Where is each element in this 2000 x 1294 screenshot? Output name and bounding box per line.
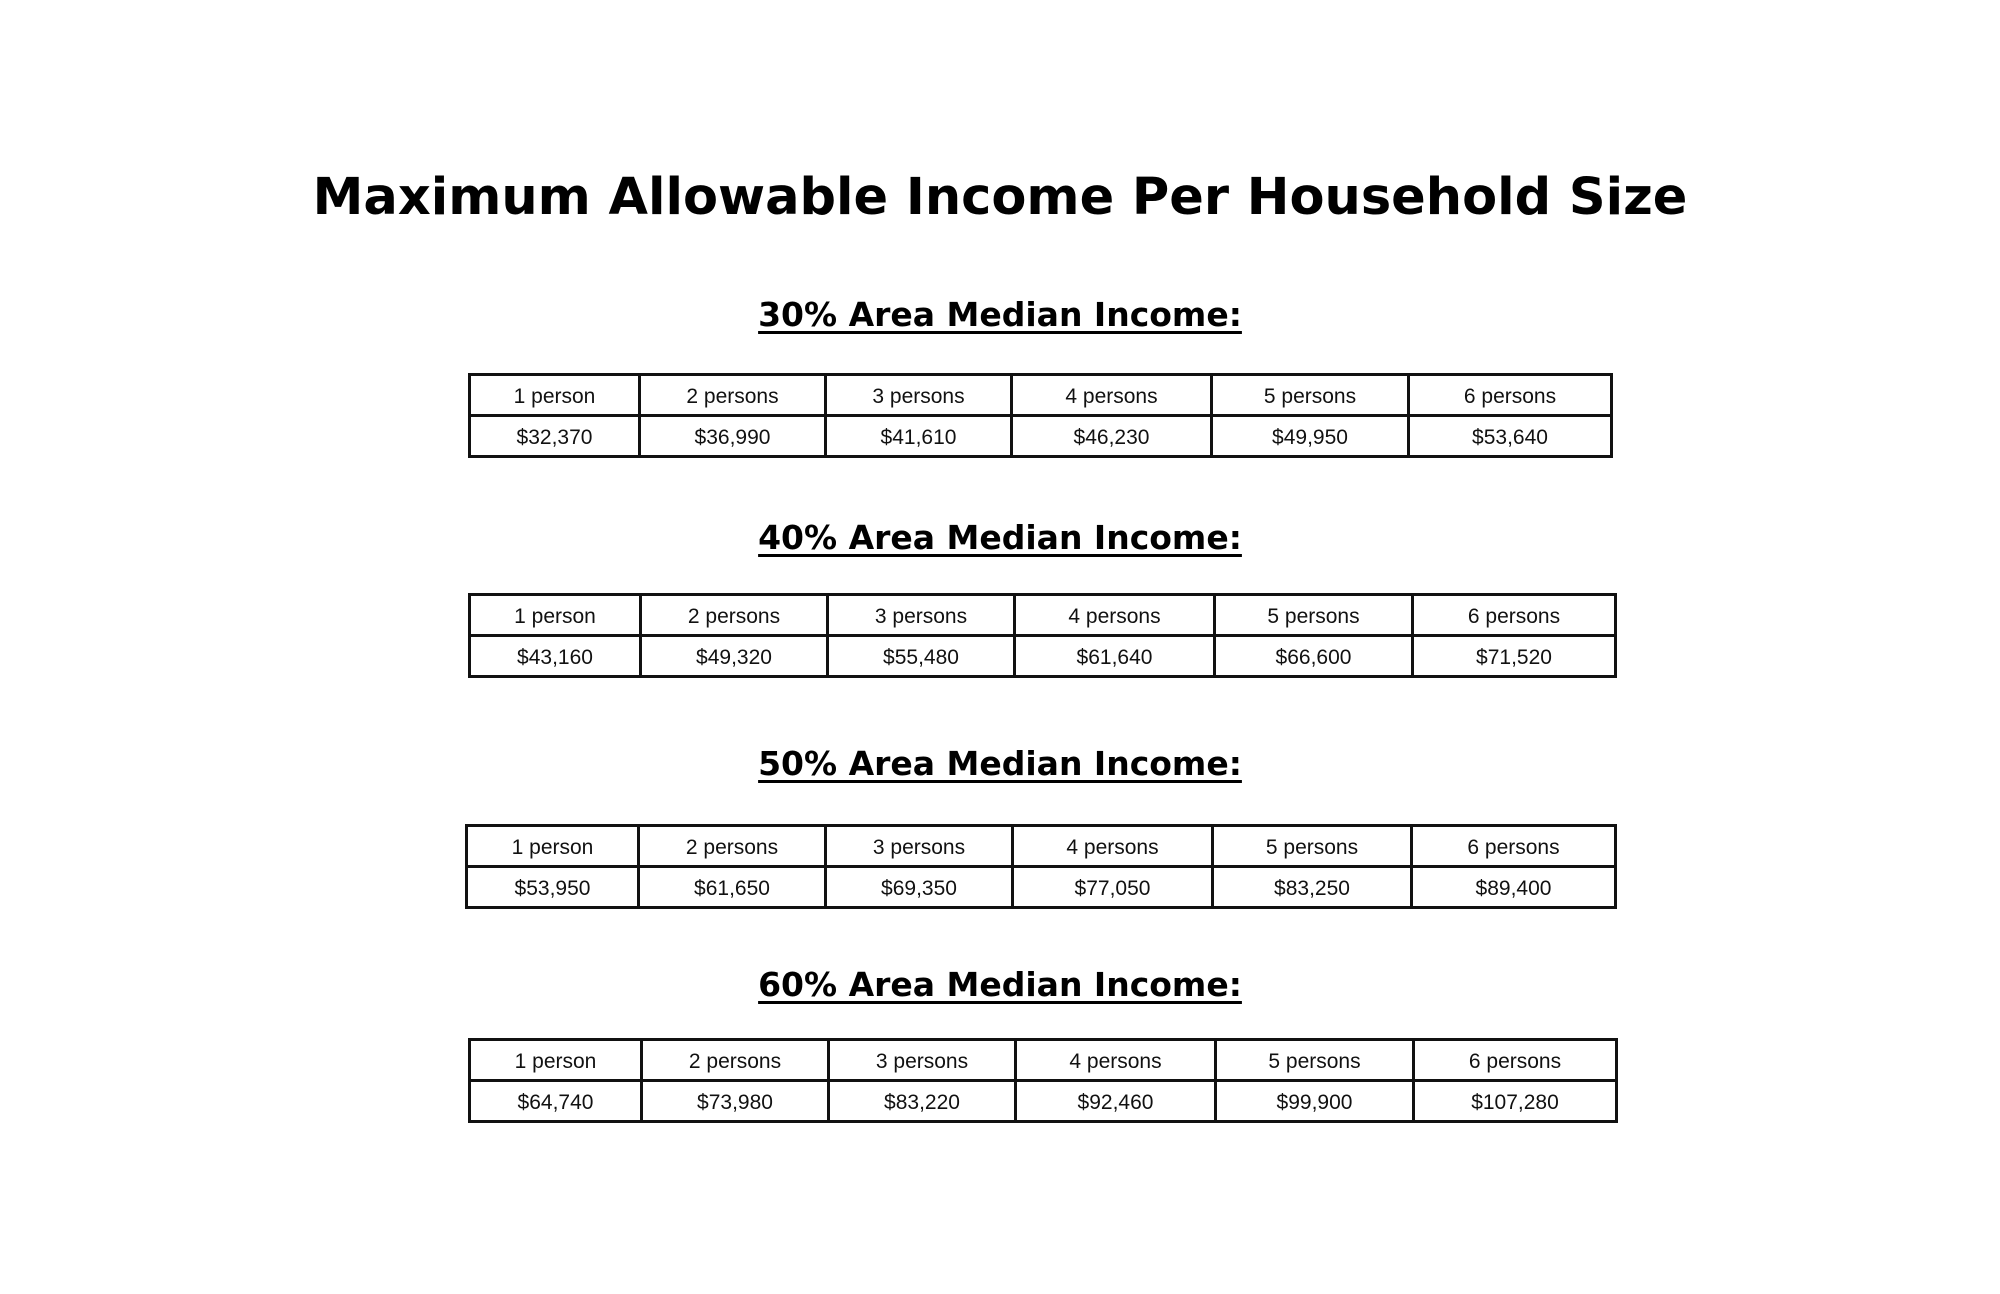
household-size-cell: 6 persons [1413, 595, 1616, 636]
household-size-cell: 6 persons [1409, 375, 1612, 416]
household-size-cell: 1 person [470, 595, 641, 636]
table-header-row [470, 375, 1612, 416]
table-row [470, 1081, 1617, 1122]
income-table-30-ami [468, 373, 1613, 458]
household-size-cell: 2 persons [639, 826, 826, 867]
household-size-cell: 5 persons [1212, 375, 1409, 416]
section-heading-60-ami: 60% Area Median Income: [758, 965, 1242, 1004]
income-value-cell: $49,320 [641, 636, 828, 677]
household-size-cell: 2 persons [642, 1040, 829, 1081]
section-heading-40-ami: 40% Area Median Income: [758, 518, 1242, 557]
household-size-cell: 4 persons [1013, 826, 1213, 867]
household-size-cell: 5 persons [1215, 595, 1413, 636]
household-size-cell: 1 person [470, 375, 640, 416]
household-size-cell: 5 persons [1213, 826, 1412, 867]
household-size-cell: 3 persons [829, 1040, 1016, 1081]
income-table-50-ami [465, 824, 1617, 909]
income-value-cell: $107,280 [1414, 1081, 1617, 1122]
income-value-cell: $43,160 [470, 636, 641, 677]
page-title: Maximum Allowable Income Per Household Size [312, 168, 1688, 227]
household-size-cell: 4 persons [1016, 1040, 1216, 1081]
income-table-60-ami [468, 1038, 1618, 1123]
table-header-row [470, 595, 1616, 636]
income-value-cell: $77,050 [1013, 867, 1213, 908]
table-header-row [470, 1040, 1617, 1081]
section-heading-50-ami: 50% Area Median Income: [758, 744, 1242, 783]
income-value-cell: $73,980 [642, 1081, 829, 1122]
table-header-row [467, 826, 1616, 867]
income-value-cell: $61,650 [639, 867, 826, 908]
income-value-cell: $55,480 [828, 636, 1015, 677]
household-size-cell: 3 persons [826, 826, 1013, 867]
household-size-cell: 4 persons [1012, 375, 1212, 416]
income-value-cell: $49,950 [1212, 416, 1409, 457]
table-row [470, 636, 1616, 677]
income-value-cell: $89,400 [1412, 867, 1616, 908]
income-table-40-ami [468, 593, 1617, 678]
household-size-cell: 2 persons [641, 595, 828, 636]
income-value-cell: $69,350 [826, 867, 1013, 908]
table-row [470, 416, 1612, 457]
household-size-cell: 3 persons [826, 375, 1012, 416]
income-value-cell: $92,460 [1016, 1081, 1216, 1122]
income-value-cell: $99,900 [1216, 1081, 1414, 1122]
household-size-cell: 1 person [470, 1040, 642, 1081]
income-value-cell: $66,600 [1215, 636, 1413, 677]
household-size-cell: 6 persons [1414, 1040, 1617, 1081]
household-size-cell: 1 person [467, 826, 639, 867]
household-size-cell: 6 persons [1412, 826, 1616, 867]
income-value-cell: $61,640 [1015, 636, 1215, 677]
income-value-cell: $83,220 [829, 1081, 1016, 1122]
household-size-cell: 4 persons [1015, 595, 1215, 636]
income-value-cell: $53,640 [1409, 416, 1612, 457]
income-value-cell: $53,950 [467, 867, 639, 908]
income-value-cell: $71,520 [1413, 636, 1616, 677]
income-value-cell: $64,740 [470, 1081, 642, 1122]
income-value-cell: $83,250 [1213, 867, 1412, 908]
income-value-cell: $46,230 [1012, 416, 1212, 457]
section-heading-30-ami: 30% Area Median Income: [758, 295, 1242, 334]
household-size-cell: 3 persons [828, 595, 1015, 636]
income-value-cell: $32,370 [470, 416, 640, 457]
table-row [467, 867, 1616, 908]
income-value-cell: $36,990 [640, 416, 826, 457]
household-size-cell: 2 persons [640, 375, 826, 416]
income-value-cell: $41,610 [826, 416, 1012, 457]
household-size-cell: 5 persons [1216, 1040, 1414, 1081]
